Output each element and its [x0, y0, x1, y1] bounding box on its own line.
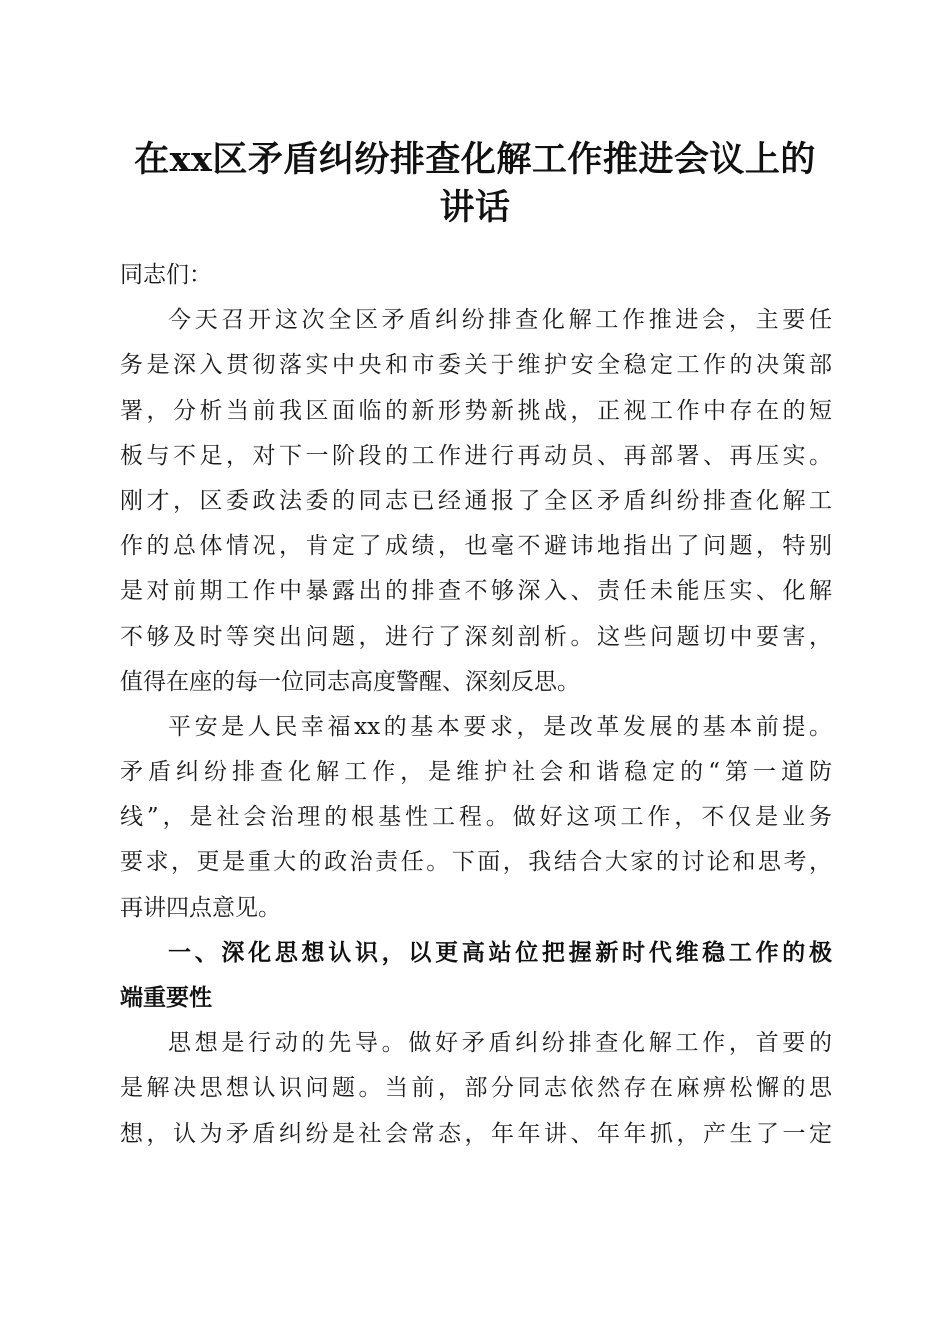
title-line-2: 讲话 [439, 187, 511, 228]
paragraph-line: 要求，更是重大的政治责任。下面，我结合大家的讨论和思考， [120, 849, 832, 876]
document-title [100, 136, 850, 232]
document-body [120, 253, 832, 1157]
paragraph-line: 思想是行动的先导。做好矛盾纠纷排查化解工作，首要的 [168, 1030, 832, 1057]
paragraph-line: 线”，是社会治理的根基性工程。做好这项工作，不仅是业务 [120, 804, 832, 831]
paragraph-3 [120, 1021, 832, 1157]
paragraph-line: 不够及时等突出问题，进行了深刻剖析。这些问题切中要害， [120, 623, 832, 650]
heading-line: 端重要性 [120, 985, 212, 1011]
section-heading-1 [120, 931, 832, 1021]
paragraph-line: 想，认为矛盾纠纷是社会常态，年年讲、年年抓，产生了一定 [120, 1120, 832, 1147]
paragraph-line: 矛盾纠纷排查化解工作，是维护社会和谐稳定的“第一道防 [120, 759, 832, 786]
paragraph-line: 平安是人民幸福xx的基本要求，是改革发展的基本前提。 [168, 713, 832, 740]
paragraph-line: 署，分析当前我区面临的新形势新挑战，正视工作中存在的短 [120, 397, 832, 424]
paragraph-line: 再讲四点意见。 [120, 894, 281, 921]
salutation-text: 同志们： [120, 262, 212, 288]
paragraph-line: 刚才，区委政法委的同志已经通报了全区矛盾纠纷排查化解工 [120, 487, 832, 514]
paragraph-line: 值得在座的每一位同志高度警醒、深刻反思。 [120, 668, 580, 695]
title-line-1: 在xx区矛盾纠纷排查化解工作推进会议上的 [134, 139, 816, 180]
paragraph-2 [120, 705, 832, 931]
heading-line: 一、深化思想认识，以更高站位把握新时代维稳工作的极 [168, 939, 832, 966]
salutation [120, 253, 832, 298]
paragraph-line: 今天召开这次全区矛盾纠纷排查化解工作推进会，主要任 [168, 307, 832, 334]
paragraph-line: 作的总体情况，肯定了成绩，也毫不避讳地指出了问题，特别 [120, 533, 832, 560]
paragraph-line: 务是深入贯彻落实中央和市委关于维护安全稳定工作的决策部 [120, 352, 832, 379]
paragraph-line: 是对前期工作中暴露出的排查不够深入、责任未能压实、化解 [120, 578, 832, 605]
paragraph-line: 板与不足，对下一阶段的工作进行再动员、再部署、再压实。 [120, 442, 832, 469]
paragraph-1 [120, 298, 832, 705]
paragraph-line: 是解决思想认识问题。当前，部分同志依然存在麻痹松懈的思 [120, 1075, 832, 1102]
